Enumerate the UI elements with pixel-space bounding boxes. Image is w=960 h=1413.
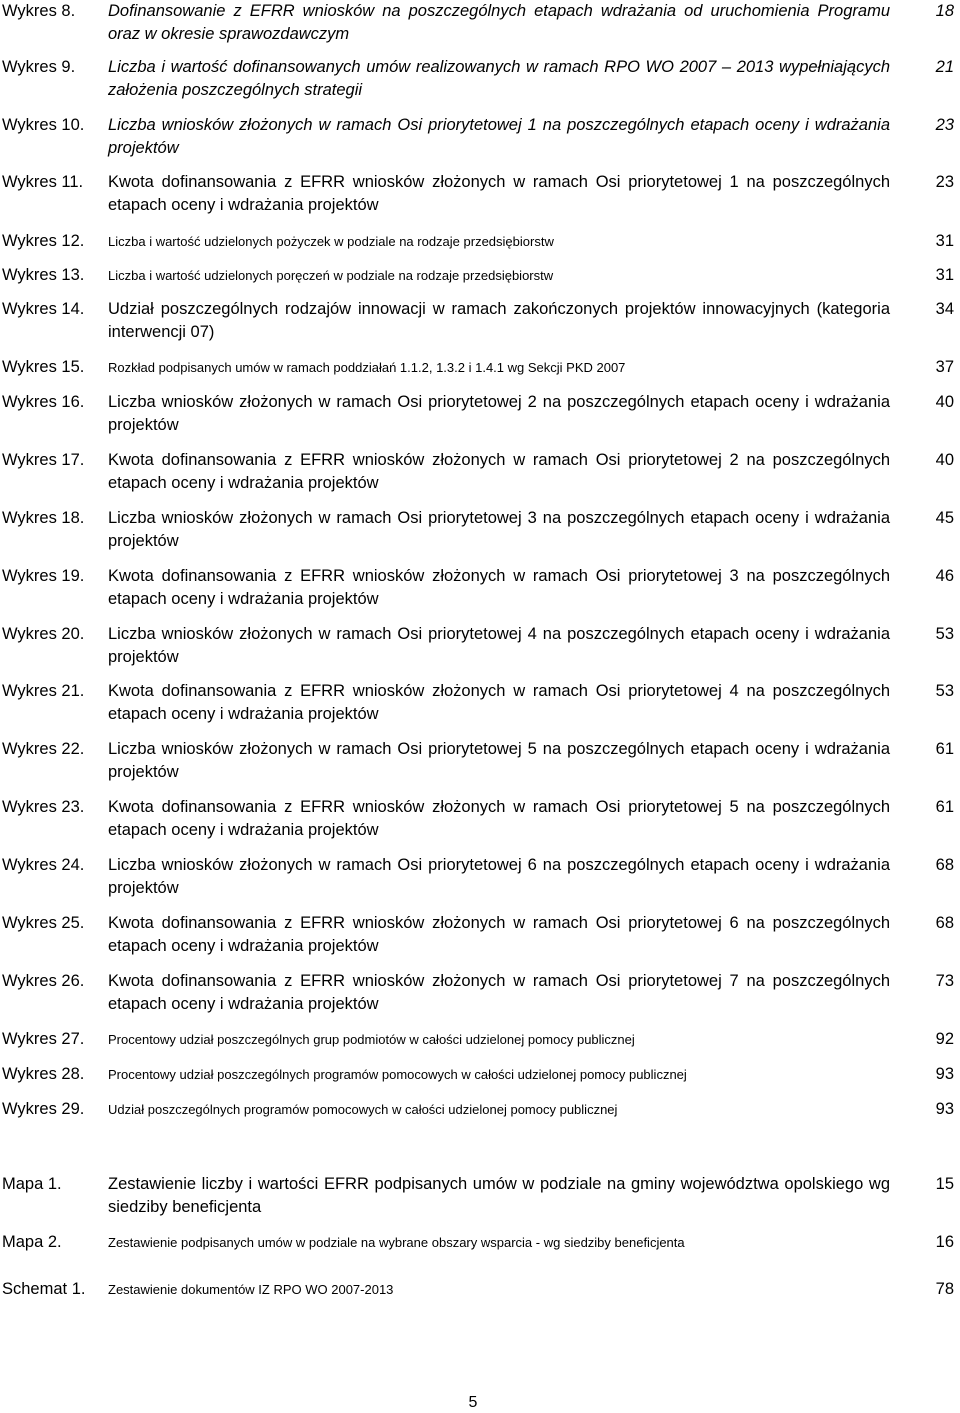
- toc-entry-page: 23: [935, 116, 954, 134]
- toc-entry-label: Wykres 24.: [2, 856, 85, 874]
- toc-entry-title: Kwota dofinansowania z EFRR wniosków złożonych w ramach Osi priorytetowej 7 na poszczególnych etapach oceny i wdrażania projektów: [108, 972, 890, 1013]
- toc-entry-title: Zestawienie dokumentów IZ RPO WO 2007-2013: [108, 1282, 394, 1297]
- toc-entry-title: Liczba wniosków złożonych w ramach Osi priorytetowej 6 na poszczególnych etapach oceny i wdrażania projektów: [108, 856, 890, 897]
- toc-entry-title: Dofinansowanie z EFRR wniosków na poszczególnych etapach wdrażania od uruchomienia Programu oraz w okresie sprawozdawczym: [108, 2, 890, 43]
- toc-entry-label: Wykres 9.: [2, 58, 76, 76]
- toc-entry-label: Wykres 18.: [2, 509, 85, 527]
- toc-entry-label: Wykres 15.: [2, 358, 85, 376]
- toc-entry-page: 61: [935, 798, 954, 816]
- toc-entry-label: Wykres 10.: [2, 116, 85, 134]
- toc-entry-label: Wykres 23.: [2, 798, 85, 816]
- toc-entry-label: Wykres 21.: [2, 682, 85, 700]
- toc-entry-label: Wykres 12.: [2, 232, 85, 250]
- toc-entry-label: Schemat 1.: [2, 1280, 86, 1298]
- toc-entry-page: 34: [935, 300, 954, 318]
- toc-entry-title: Liczba wniosków złożonych w ramach Osi priorytetowej 3 na poszczególnych etapach oceny i wdrażania projektów: [108, 509, 890, 550]
- toc-entry-label: Wykres 25.: [2, 914, 85, 932]
- toc-entry-page: 21: [935, 58, 954, 76]
- toc-entry-label: Wykres 20.: [2, 625, 85, 643]
- toc-entry-title: Procentowy udział poszczególnych grup podmiotów w całości udzielonej pomocy publicznej: [108, 1032, 635, 1047]
- toc-entry-label: Wykres 13.: [2, 266, 85, 284]
- toc-entry-page: 68: [935, 914, 954, 932]
- toc-entry-page: 40: [935, 393, 954, 411]
- toc-entry-page: 40: [935, 451, 954, 469]
- toc-entry-title: Liczba wniosków złożonych w ramach Osi priorytetowej 4 na poszczególnych etapach oceny i wdrażania projektów: [108, 625, 890, 666]
- toc-entry-page: 93: [935, 1065, 954, 1083]
- toc-entry-title: Procentowy udział poszczególnych programów pomocowych w całości udzielonej pomocy publicznej: [108, 1067, 687, 1082]
- toc-entry-label: Wykres 17.: [2, 451, 85, 469]
- toc-entry-title: Liczba wniosków złożonych w ramach Osi priorytetowej 5 na poszczególnych etapach oceny i wdrażania projektów: [108, 740, 890, 781]
- toc-entry-title: Kwota dofinansowania z EFRR wniosków złożonych w ramach Osi priorytetowej 3 na poszczególnych etapach oceny i wdrażania projektów: [108, 567, 890, 608]
- toc-entry-page: 31: [935, 266, 954, 284]
- toc-entry-label: Wykres 11.: [2, 173, 84, 191]
- toc-entry-title: Kwota dofinansowania z EFRR wniosków złożonych w ramach Osi priorytetowej 5 na poszczególnych etapach oceny i wdrażania projektów: [108, 798, 890, 839]
- toc-entry-page: 37: [935, 358, 954, 376]
- toc-entry-page: 16: [935, 1233, 954, 1251]
- toc-entry-label: Wykres 26.: [2, 972, 85, 990]
- toc-entry-title: Liczba i wartość udzielonych poręczeń w podziale na rodzaje przedsiębiorstw: [108, 268, 554, 283]
- toc-entry-title: Kwota dofinansowania z EFRR wniosków złożonych w ramach Osi priorytetowej 2 na poszczególnych etapach oceny i wdrażania projektów: [108, 451, 890, 492]
- toc-entry-label: Wykres 16.: [2, 393, 85, 411]
- toc-entry-page: 45: [935, 509, 954, 527]
- toc-entry-page: 53: [935, 682, 954, 700]
- toc-entry-title: Liczba wniosków złożonych w ramach Osi priorytetowej 1 na poszczególnych etapach oceny i wdrażania projektów: [108, 116, 890, 157]
- toc-entry-page: 92: [935, 1030, 954, 1048]
- toc-entry-page: 78: [935, 1280, 954, 1298]
- toc-entry-title: Liczba wniosków złożonych w ramach Osi priorytetowej 2 na poszczególnych etapach oceny i wdrażania projektów: [108, 393, 890, 434]
- toc-entry-label: Mapa 1.: [2, 1175, 62, 1193]
- toc-entry-page: 68: [935, 856, 954, 874]
- toc-entry-page: 31: [935, 232, 954, 250]
- toc-entry-title: Udział poszczególnych programów pomocowych w całości udzielonej pomocy publicznej: [108, 1102, 618, 1117]
- toc-entry-page: 46: [935, 567, 954, 585]
- toc-entry-page: 93: [935, 1100, 954, 1118]
- toc-entry-label: Wykres 8.: [2, 2, 76, 20]
- toc-entry-label: Wykres 27.: [2, 1030, 85, 1048]
- toc-entry-title: Kwota dofinansowania z EFRR wniosków złożonych w ramach Osi priorytetowej 4 na poszczególnych etapach oceny i wdrażania projektów: [108, 682, 890, 723]
- toc-entry-title: Liczba i wartość dofinansowanych umów realizowanych w ramach RPO WO 2007 – 2013 wypełniających założenia poszczególnych strategii: [108, 58, 890, 99]
- toc-entry-title: Udział poszczególnych rodzajów innowacji w ramach zakończonych projektów innowacyjnych (kategoria interwencji 07): [108, 300, 890, 341]
- toc-entry-label: Wykres 28.: [2, 1065, 85, 1083]
- toc-entry-label: Mapa 2.: [2, 1233, 62, 1251]
- toc-entry-title: Liczba i wartość udzielonych pożyczek w podziale na rodzaje przedsiębiorstw: [108, 234, 554, 249]
- toc-entry-title: Kwota dofinansowania z EFRR wniosków złożonych w ramach Osi priorytetowej 1 na poszczególnych etapach oceny i wdrażania projektów: [108, 173, 890, 214]
- toc-entry-label: Wykres 29.: [2, 1100, 85, 1118]
- page-number: 5: [468, 1394, 478, 1411]
- toc-entry-page: 23: [935, 173, 954, 191]
- toc-entry-page: 15: [935, 1175, 954, 1193]
- toc-entry-page: 61: [935, 740, 954, 758]
- toc-entry-title: Rozkład podpisanych umów w ramach poddziałań 1.1.2, 1.3.2 i 1.4.1 wg Sekcji PKD 2007: [108, 360, 626, 375]
- toc-entry-page: 73: [935, 972, 954, 990]
- toc-entry-label: Wykres 19.: [2, 567, 85, 585]
- toc-entry-title: Zestawienie liczby i wartości EFRR podpisanych umów w podziale na gminy województwa opolskiego wg siedziby beneficjenta: [108, 1175, 890, 1216]
- toc-entry-title: Zestawienie podpisanych umów w podziale na wybrane obszary wsparcia - wg siedziby beneficjenta: [108, 1235, 685, 1250]
- toc-entry-label: Wykres 22.: [2, 740, 85, 758]
- toc-entry-page: 53: [935, 625, 954, 643]
- toc-entry-page: 18: [935, 2, 954, 20]
- toc-entry-label: Wykres 14.: [2, 300, 85, 318]
- toc-entry-title: Kwota dofinansowania z EFRR wniosków złożonych w ramach Osi priorytetowej 6 na poszczególnych etapach oceny i wdrażania projektów: [108, 914, 890, 955]
